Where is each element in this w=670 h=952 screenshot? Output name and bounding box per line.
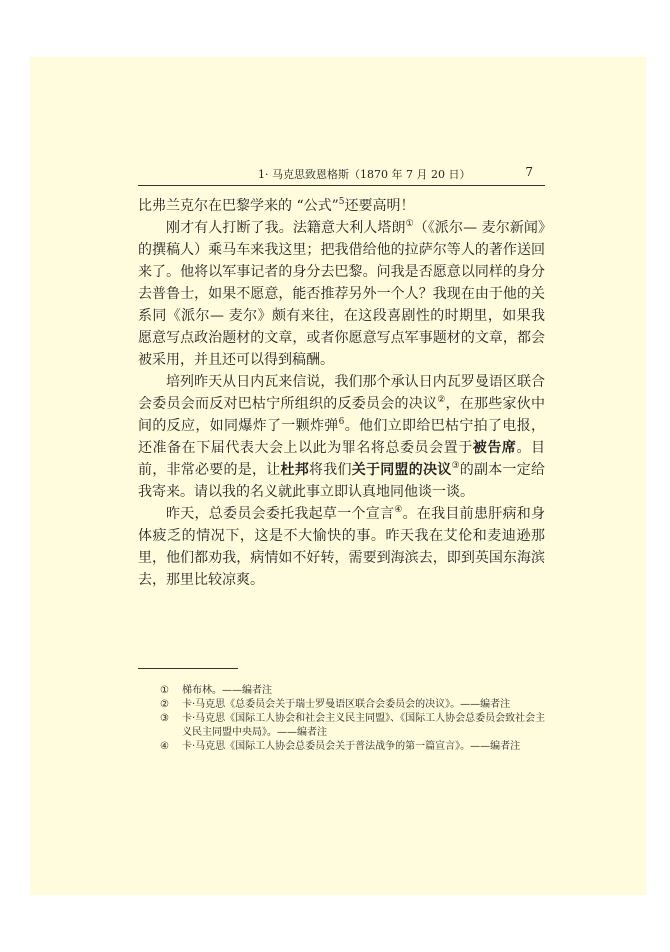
footnote-text: 卡·马克思《总委员会关于瑞士罗曼语区联合会委员会的决议》。——编者注 (182, 699, 511, 710)
emphasis-text: 关于同盟的决议 (351, 462, 452, 478)
letter-body (138, 195, 545, 591)
footnotes (160, 684, 550, 754)
footnote-item (160, 712, 550, 740)
footnote-mark: ④ (160, 741, 169, 752)
footnote-divider (138, 668, 238, 669)
footnote-ref: ② (437, 395, 446, 405)
footnote-text: 卡·马克思《国际工人协会和社会主义民主同盟》、《国际工人协会总委员会致社会主义民主同盟中央局》。——编者注 (182, 713, 546, 738)
paragraph-text: 的副本一定给我寄来。请以我的名义就此事立即认真地同他谈一谈。 (138, 462, 546, 500)
emphasis-text: 杜邦 (280, 462, 309, 478)
paragraph-text: 刚才有人打断了我。法籍意大利人塔朗 (166, 220, 406, 236)
footnote-item (160, 684, 550, 698)
footnote-text: 卡·马克思《国际工人协会总委员会关于普法战争的第一篇宣言》。——编者注 (182, 741, 521, 752)
paragraph-1 (138, 195, 545, 217)
paragraph-text: 还要高明！ (344, 198, 415, 214)
footnote-mark: ① (160, 685, 169, 696)
paragraph-text: 。在我目前患肝病和身体疲乏的情况下，这是不大愉快的事。昨天我在艾伦和麦迪逊那里，他们都劝我，病情如不好转，需要到海滨去，即到英国东海滨去，那里比较凉爽。 (138, 506, 546, 588)
paragraph-text: （《派尔— 麦尔新闻》的撰稿人）乘马车来我这里；把我借给他的拉萨尔等人的著作送回来了。他将以军事记者的身分去巴黎。问我是否愿意以同样的身分去普鲁士，如果不愿意，能否推荐另外一个人？我现在由于他的关系同《派尔— 麦尔》颇有来往，在这段喜剧性的时期里，如果我愿意写点政治题材的文章，或者你愿意写点军事题材的文章，都会被采用，并且还可以得到稿酬。 (138, 220, 546, 368)
footnote-ref: ① (405, 219, 414, 229)
paragraph-text: 。目前，非常必要的是，让 (138, 440, 546, 478)
paragraph-4 (138, 503, 545, 591)
paragraph-text: 昨天，总委员会委托我起草一个宣言 (166, 506, 395, 522)
footnote-ref: ③ (451, 461, 460, 471)
footnote-item (160, 698, 550, 712)
paragraph-3 (138, 371, 545, 503)
paragraph-text: 培列昨天从日内瓦来信说，我们那个承认日内瓦罗曼语区联合会委员会而反对巴枯宁所组织的反委员会的决议 (138, 374, 545, 412)
paragraph-text: 比弗兰克尔在巴黎学来的 “公式” (138, 198, 339, 214)
paragraph-text: ，在那些家伙中间的反应，如同爆炸了一颗炸弹 (138, 396, 546, 434)
page-number: 7 (525, 165, 533, 179)
footnote-mark: ② (160, 699, 169, 710)
footnote-mark: ③ (160, 713, 169, 724)
running-title: 1· 马克思致恩格斯（1870 年 7 月 20 日） (258, 168, 471, 181)
emphasis-text: 被告席 (472, 440, 517, 456)
paragraph-text: 将我们 (308, 462, 352, 478)
footnote-item (160, 740, 550, 754)
footnote-ref: ④ (394, 505, 403, 515)
endnote-ref: 6 (338, 417, 345, 427)
footnote-text: 梯布林。——编者注 (182, 685, 272, 696)
paragraph-text: 。他们立即给巴枯宁拍了电报，还准备在下届代表大会上以此为罪名将总委员会置于 (138, 418, 546, 456)
endnote-ref: 5 (338, 197, 345, 207)
running-header (138, 165, 545, 186)
paragraph-2 (138, 217, 545, 371)
